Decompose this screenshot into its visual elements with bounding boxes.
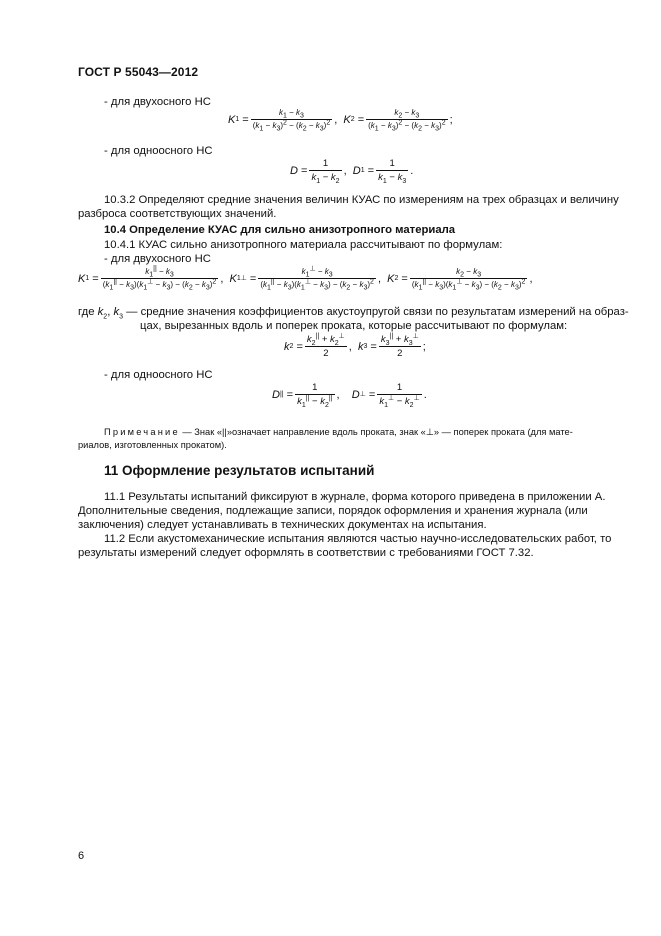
- where-line2: цах, вырезанных вдоль и поперек проката, которые рассчитывают по формулам:: [140, 320, 568, 332]
- uniaxial-label-2: - для одноосного НС: [104, 369, 213, 381]
- paragraph-11-2-line1: 11.2 Если акустомеханические испытания являются частью научно-исследовательских работ, то: [104, 533, 612, 545]
- formula-k1-k2-biaxial: K 1 = $\frac{k_1 - k_3}{(k_1 - k_3)^2 - (k_2 - k_3)^2}$ , K 2 = $\frac{k_2 - k_3}{(k_1 - k_3)^2 - (k_2 - k_3)^2}$ ;: [228, 108, 453, 133]
- note-line2: риалов, изготовленных прокатом).: [78, 440, 227, 450]
- biaxial-label-2: - для двухосного НС: [104, 253, 211, 265]
- formula-d-d1: D = $\frac{1}{k_1 - k_2}$ , D 1 = $\frac{1}{k_1 - k_3}$ .: [290, 158, 414, 185]
- formula-k2-k3-mean: k 2 = $\frac{k_2^{||} + k_2^\perp}{2}$ , k 3 = $\frac{k_3^{||} + k_3^\perp}{2}$ ;: [284, 332, 426, 359]
- paragraph-11-2-line2: результаты измерений следует оформлять в соответствии с требованиями ГОСТ 7.32.: [78, 547, 534, 559]
- paragraph-11-1-line1: 11.1 Результаты испытаний фиксируют в журнале, форма которого приведена в приложении А.: [104, 491, 606, 503]
- where-line1: где $k_2$, $k_3$ — средние значения коэффициентов акустоупругой связи по результатам измерений на образ-: [78, 306, 629, 321]
- page-number: 6: [78, 850, 85, 862]
- paragraph-10-3-2-line1: 10.3.2 Определяют средние значения величин КУАС по измерениям на трех образцах и величину: [104, 194, 619, 206]
- heading-10-4: 10.4 Определение КУАС для сильно анизотропного материала: [104, 224, 456, 236]
- document-header: ГОСТ Р 55043—2012: [78, 65, 199, 79]
- paragraph-10-3-2-line2: разброса соответствующих значений.: [78, 208, 277, 220]
- uniaxial-label-1: - для одноосного НС: [104, 145, 213, 157]
- section-11-heading: 11 Оформление результатов испытаний: [104, 463, 375, 478]
- formula-d-parallel-perp: D || = $\frac{1}{k_1^{||} - k_2^{||}}$ , D ⊥ = $\frac{1}{k_1^\perp - k_2^\perp}$ .: [272, 382, 427, 409]
- biaxial-label-1: - для двухосного НС: [104, 96, 211, 108]
- note-line1: Примечание — Знак «||»означает направление вдоль проката, знак «⊥» — поперек проката (для мате-: [104, 427, 573, 437]
- paragraph-11-1-line2: Дополнительные сведения, подлежащие записи, порядок оформления и хранения журнала (или: [78, 505, 588, 517]
- paragraph-10-4-1: 10.4.1 КУАС сильно анизотропного материала рассчитывают по формулам:: [104, 239, 503, 251]
- formula-k-anisotropic-biaxial: K 1 = $\frac{k_1^{||} - k_3}{(k_1^{||} - k_3)(k_1^\perp - k_3) - (k_2 - k_3)^2}$ , K 1 ⊥ = $\frac{k_1^\perp - k_3}{(k_1^{||} - k_3)(k_1^\perp - k_3) - (k_2 - k_3)^2}$ , K 2 = $\frac{k_2 - k_3}{(k_1^{||} - k_3)(k_1^\perp - k_3) - (k_2 - k_3)^2}$ ,: [78, 265, 533, 292]
- paragraph-11-1-line3: заключения) следует устанавливать в технических документах на испытания.: [78, 519, 487, 531]
